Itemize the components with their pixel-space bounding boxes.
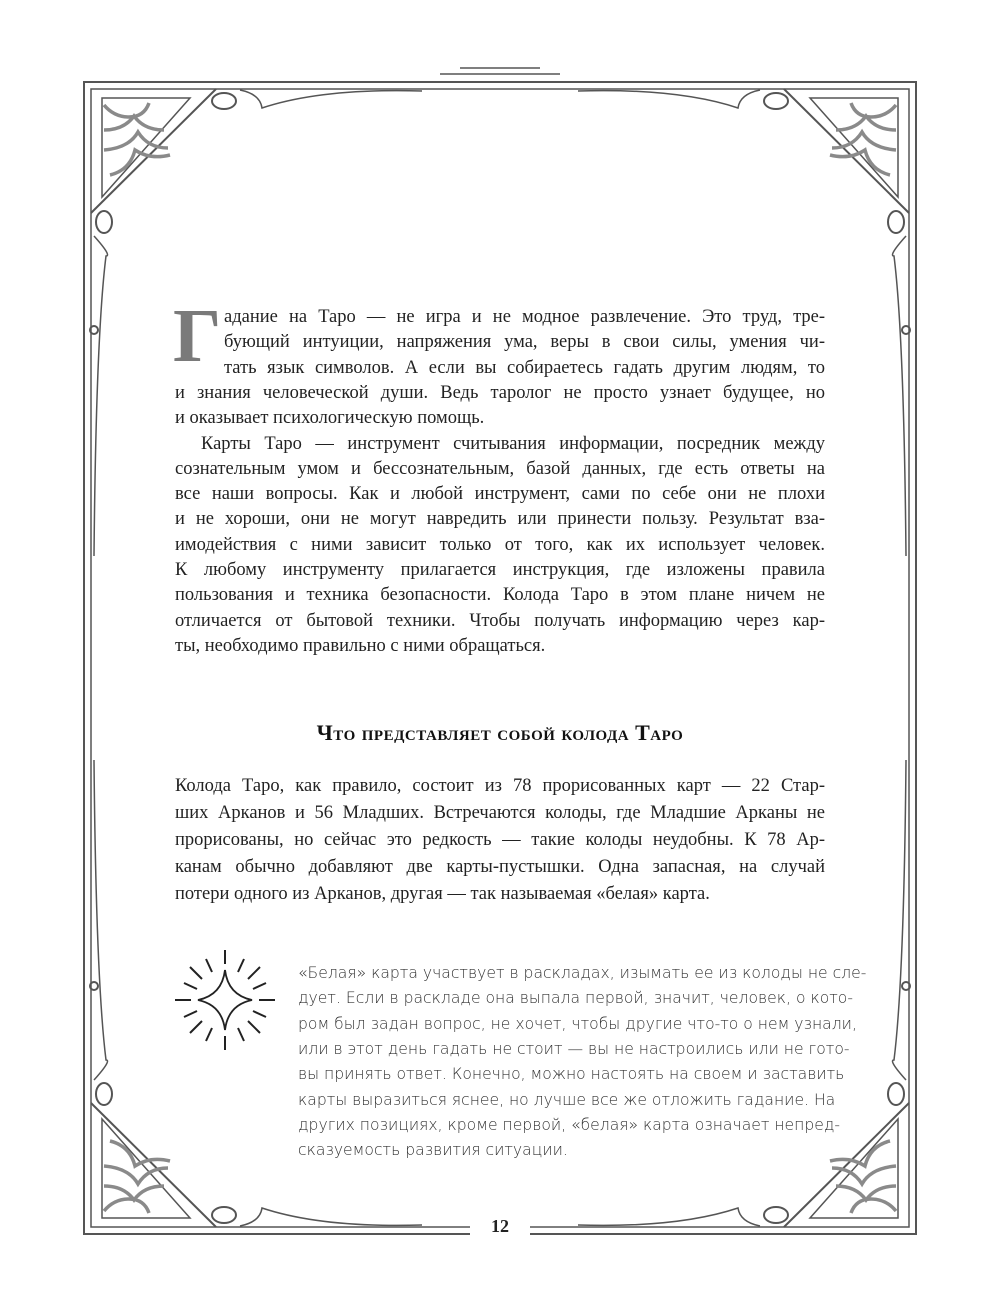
note-text-line: других позициях, кроме первой, «белая» карта означает непред- [298,1115,841,1134]
body-text-line: адание на Таро — не игра и не модное развлечение. Это труд, тре- [224,307,825,327]
body-text-line: пользования и техника безопасности. Колода Таро в этом плане ничем не [175,585,825,606]
body-text-line: тать язык символов. А если вы собираетесь гадать другим людям, то [224,357,825,378]
drop-cap: Г [173,294,222,378]
body-text-line: Колода Таро, как правило, состоит из 78 прорисованных карт — 22 Стар- [175,776,825,796]
body-text-line: имодействия с ними зависит только от того, как их использует человек. [175,534,825,555]
note-text-line: вы принять ответ. Конечно, можно настоять на своем и заставить [298,1065,845,1084]
body-text-line: ты, необходимо правильно с ними обращаться. [175,635,546,656]
note-text-line: дует. Если в раскладе она выпала первой, значит, человек, о кото- [298,989,853,1008]
body-text-line: бующий интуиции, напряжения ума, веры в свои силы, умения чи- [224,332,825,353]
body-text-line: канам обычно добавляют две карты-пустышки. Одна запасная, на случай [175,857,825,877]
body-text-line: потери одного из Арканов, другая — так называемая «белая» карта. [175,884,710,904]
note-text-line: сказуемость развития ситуации. [298,1141,568,1160]
note-text-line: «Белая» карта участвует в раскладах, изымать ее из колоды не сле- [298,964,867,982]
section-heading: Что представляет собой колода Таро [316,720,684,745]
page-number: 12 [470,1214,530,1238]
note-text-line: или в этот день гадать не стоит — вы не настроились или не гото- [298,1039,850,1058]
body-text-line: и не хороши, они не могут навредить или принести пользу. Результат вза- [175,509,825,530]
note-text-line: карты выразиться яснее, но лучше все же отложить гадание. На [298,1090,836,1109]
body-text-line: ших Арканов и 56 Младших. Встречаются колоды, где Младшие Арканы не [175,803,825,823]
body-text-line: сознательным умом и бессознательным, базой данных, где есть ответы на [175,458,825,479]
sparkle-star-icon [170,945,280,1055]
body-text-line: и оказывает психологическую помощь. [175,408,485,429]
body-text-line: отличается от бытовой техники. Чтобы получать информацию через кар- [175,610,825,631]
body-text-line: прорисованы, но сейчас это редкость — такие колоды неудобны. К 78 Ар- [175,830,825,850]
body-text-line: К любому инструменту прилагается инструкция, где изложены правила [175,560,825,580]
note-text-line: ром был задан вопрос, не хочет, чтобы другие что-то о нем узнали, [298,1014,857,1033]
body-text-line: Карты Таро — инструмент считывания информации, посредник между [201,433,825,454]
body-text-line: и знания человеческой души. Ведь таролог не просто узнает будущее, но [175,382,825,403]
body-text-line: все наши вопросы. Как и любой инструмент, сами по себе они не плохи [175,484,825,505]
